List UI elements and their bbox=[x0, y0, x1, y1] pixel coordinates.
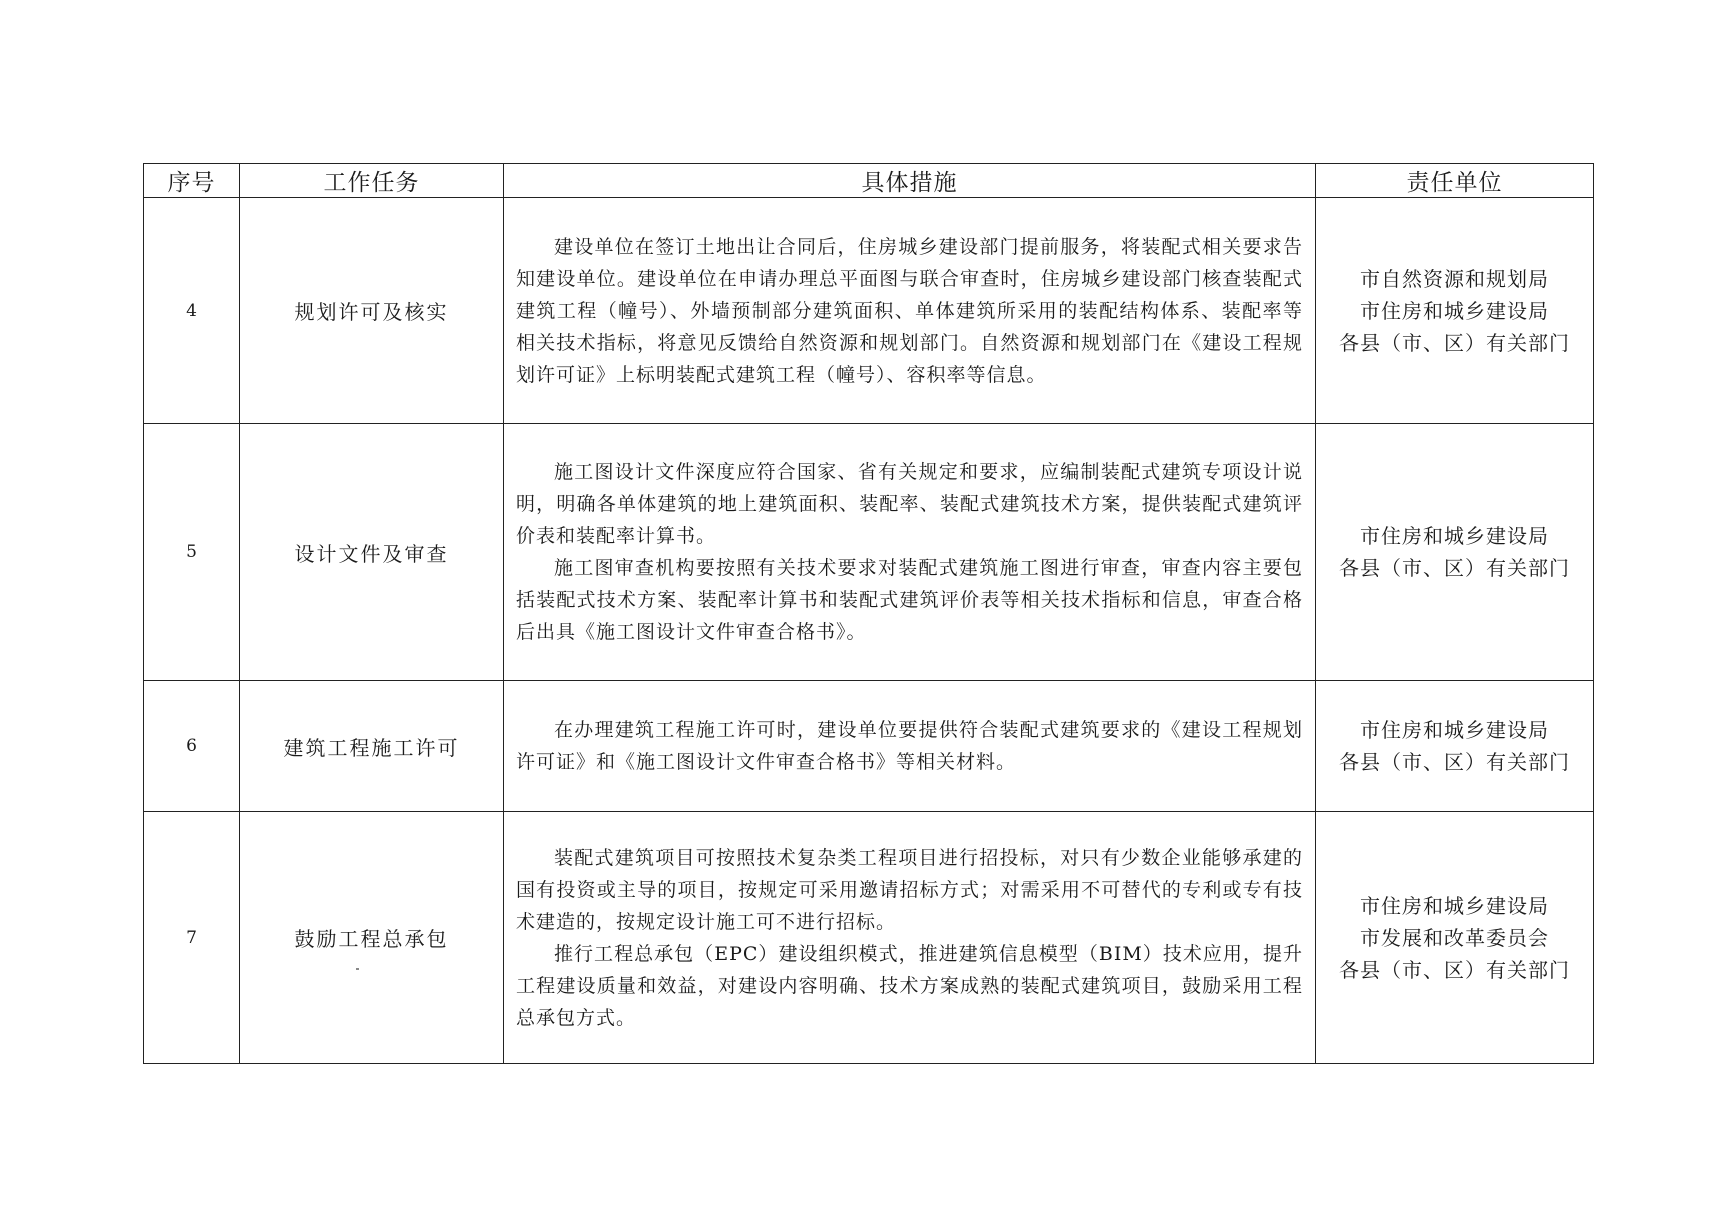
responsible-unit: 各县（市、区）有关部门 bbox=[1339, 957, 1570, 982]
responsible-unit: 各县（市、区）有关部门 bbox=[1339, 330, 1570, 355]
table-row bbox=[144, 198, 1594, 424]
table-row bbox=[144, 681, 1594, 812]
measure-paragraph: 施工图审查机构要按照有关技术要求对装配式建筑施工图进行审查，审查内容主要包括装配式技术方案、装配率计算书和装配式建筑评价表等相关技术指标和信息，审查合格后出具《施工图设计文件审查合格书》。 bbox=[516, 557, 1303, 643]
table-row bbox=[144, 424, 1594, 681]
row-number: 4 bbox=[144, 198, 240, 424]
responsible-unit: 各县（市、区）有关部门 bbox=[1339, 556, 1570, 580]
responsible-unit: 市发展和改革委员会 bbox=[1360, 925, 1549, 950]
task-name: 建筑工程施工许可 bbox=[240, 681, 504, 812]
row-number: 6 bbox=[144, 681, 240, 812]
table-row bbox=[144, 812, 1594, 1064]
task-table bbox=[143, 163, 1594, 1064]
measure-cell bbox=[504, 681, 1316, 812]
responsible-unit-cell bbox=[1316, 198, 1594, 424]
measure-paragraph: 推行工程总承包（EPC）建设组织模式，推进建筑信息模型（BIM）技术应用，提升工程建设质量和效益，对建设内容明确、技术方案成熟的装配式建筑项目，鼓励采用工程总承包方式。 bbox=[516, 942, 1303, 1029]
header-task: 工作任务 bbox=[240, 164, 504, 198]
measure-paragraph: 装配式建筑项目可按照技术复杂类工程项目进行招投标，对只有少数企业能够承建的国有投资或主导的项目，按规定可采用邀请招标方式；对需采用不可替代的专利或专有技术建造的，按规定设计施工可不进行招标。 bbox=[516, 846, 1303, 933]
responsible-unit-cell bbox=[1316, 812, 1594, 1064]
scan-speck bbox=[356, 968, 359, 970]
task-name: 鼓励工程总承包 bbox=[240, 812, 504, 1064]
task-name: 设计文件及审查 bbox=[240, 424, 504, 681]
responsible-unit-cell bbox=[1316, 681, 1594, 812]
measure-cell bbox=[504, 812, 1316, 1064]
measure-paragraph: 在办理建筑工程施工许可时，建设单位要提供符合装配式建筑要求的《建设工程规划许可证》和《施工图设计文件审查合格书》等相关材料。 bbox=[516, 719, 1303, 773]
header-unit: 责任单位 bbox=[1316, 164, 1594, 198]
header-row bbox=[144, 164, 1594, 198]
header-measures: 具体措施 bbox=[504, 164, 1316, 198]
header-num: 序号 bbox=[144, 164, 240, 198]
responsible-unit: 市住房和城乡建设局 bbox=[1360, 524, 1549, 548]
measure-paragraph: 施工图设计文件深度应符合国家、省有关规定和要求，应编制装配式建筑专项设计说明，明确各单体建筑的地上建筑面积、装配率、装配式建筑技术方案，提供装配式建筑评价表和装配率计算书。 bbox=[516, 461, 1303, 547]
row-number: 7 bbox=[144, 812, 240, 1064]
task-name: 规划许可及核实 bbox=[240, 198, 504, 424]
row-number: 5 bbox=[144, 424, 240, 681]
measure-cell bbox=[504, 424, 1316, 681]
measure-paragraph: 建设单位在签订土地出让合同后，住房城乡建设部门提前服务，将装配式相关要求告知建设单位。建设单位在申请办理总平面图与联合审查时，住房城乡建设部门核查装配式建筑工程（幢号）、外墙预制部分建筑面积、单体建筑所采用的装配结构体系、装配率等相关技术指标，将意见反馈给自然资源和规划部门。自然资源和规划部门在《建设工程规划许可证》上标明装配式建筑工程（幢号）、容积率等信息。 bbox=[516, 235, 1303, 386]
responsible-unit: 市住房和城乡建设局 bbox=[1360, 893, 1549, 918]
responsible-unit-cell bbox=[1316, 424, 1594, 681]
responsible-unit: 各县（市、区）有关部门 bbox=[1339, 750, 1570, 774]
measure-cell bbox=[504, 198, 1316, 424]
responsible-unit: 市住房和城乡建设局 bbox=[1360, 718, 1549, 742]
responsible-unit: 市自然资源和规划局 bbox=[1360, 266, 1549, 291]
responsible-unit: 市住房和城乡建设局 bbox=[1360, 298, 1549, 323]
